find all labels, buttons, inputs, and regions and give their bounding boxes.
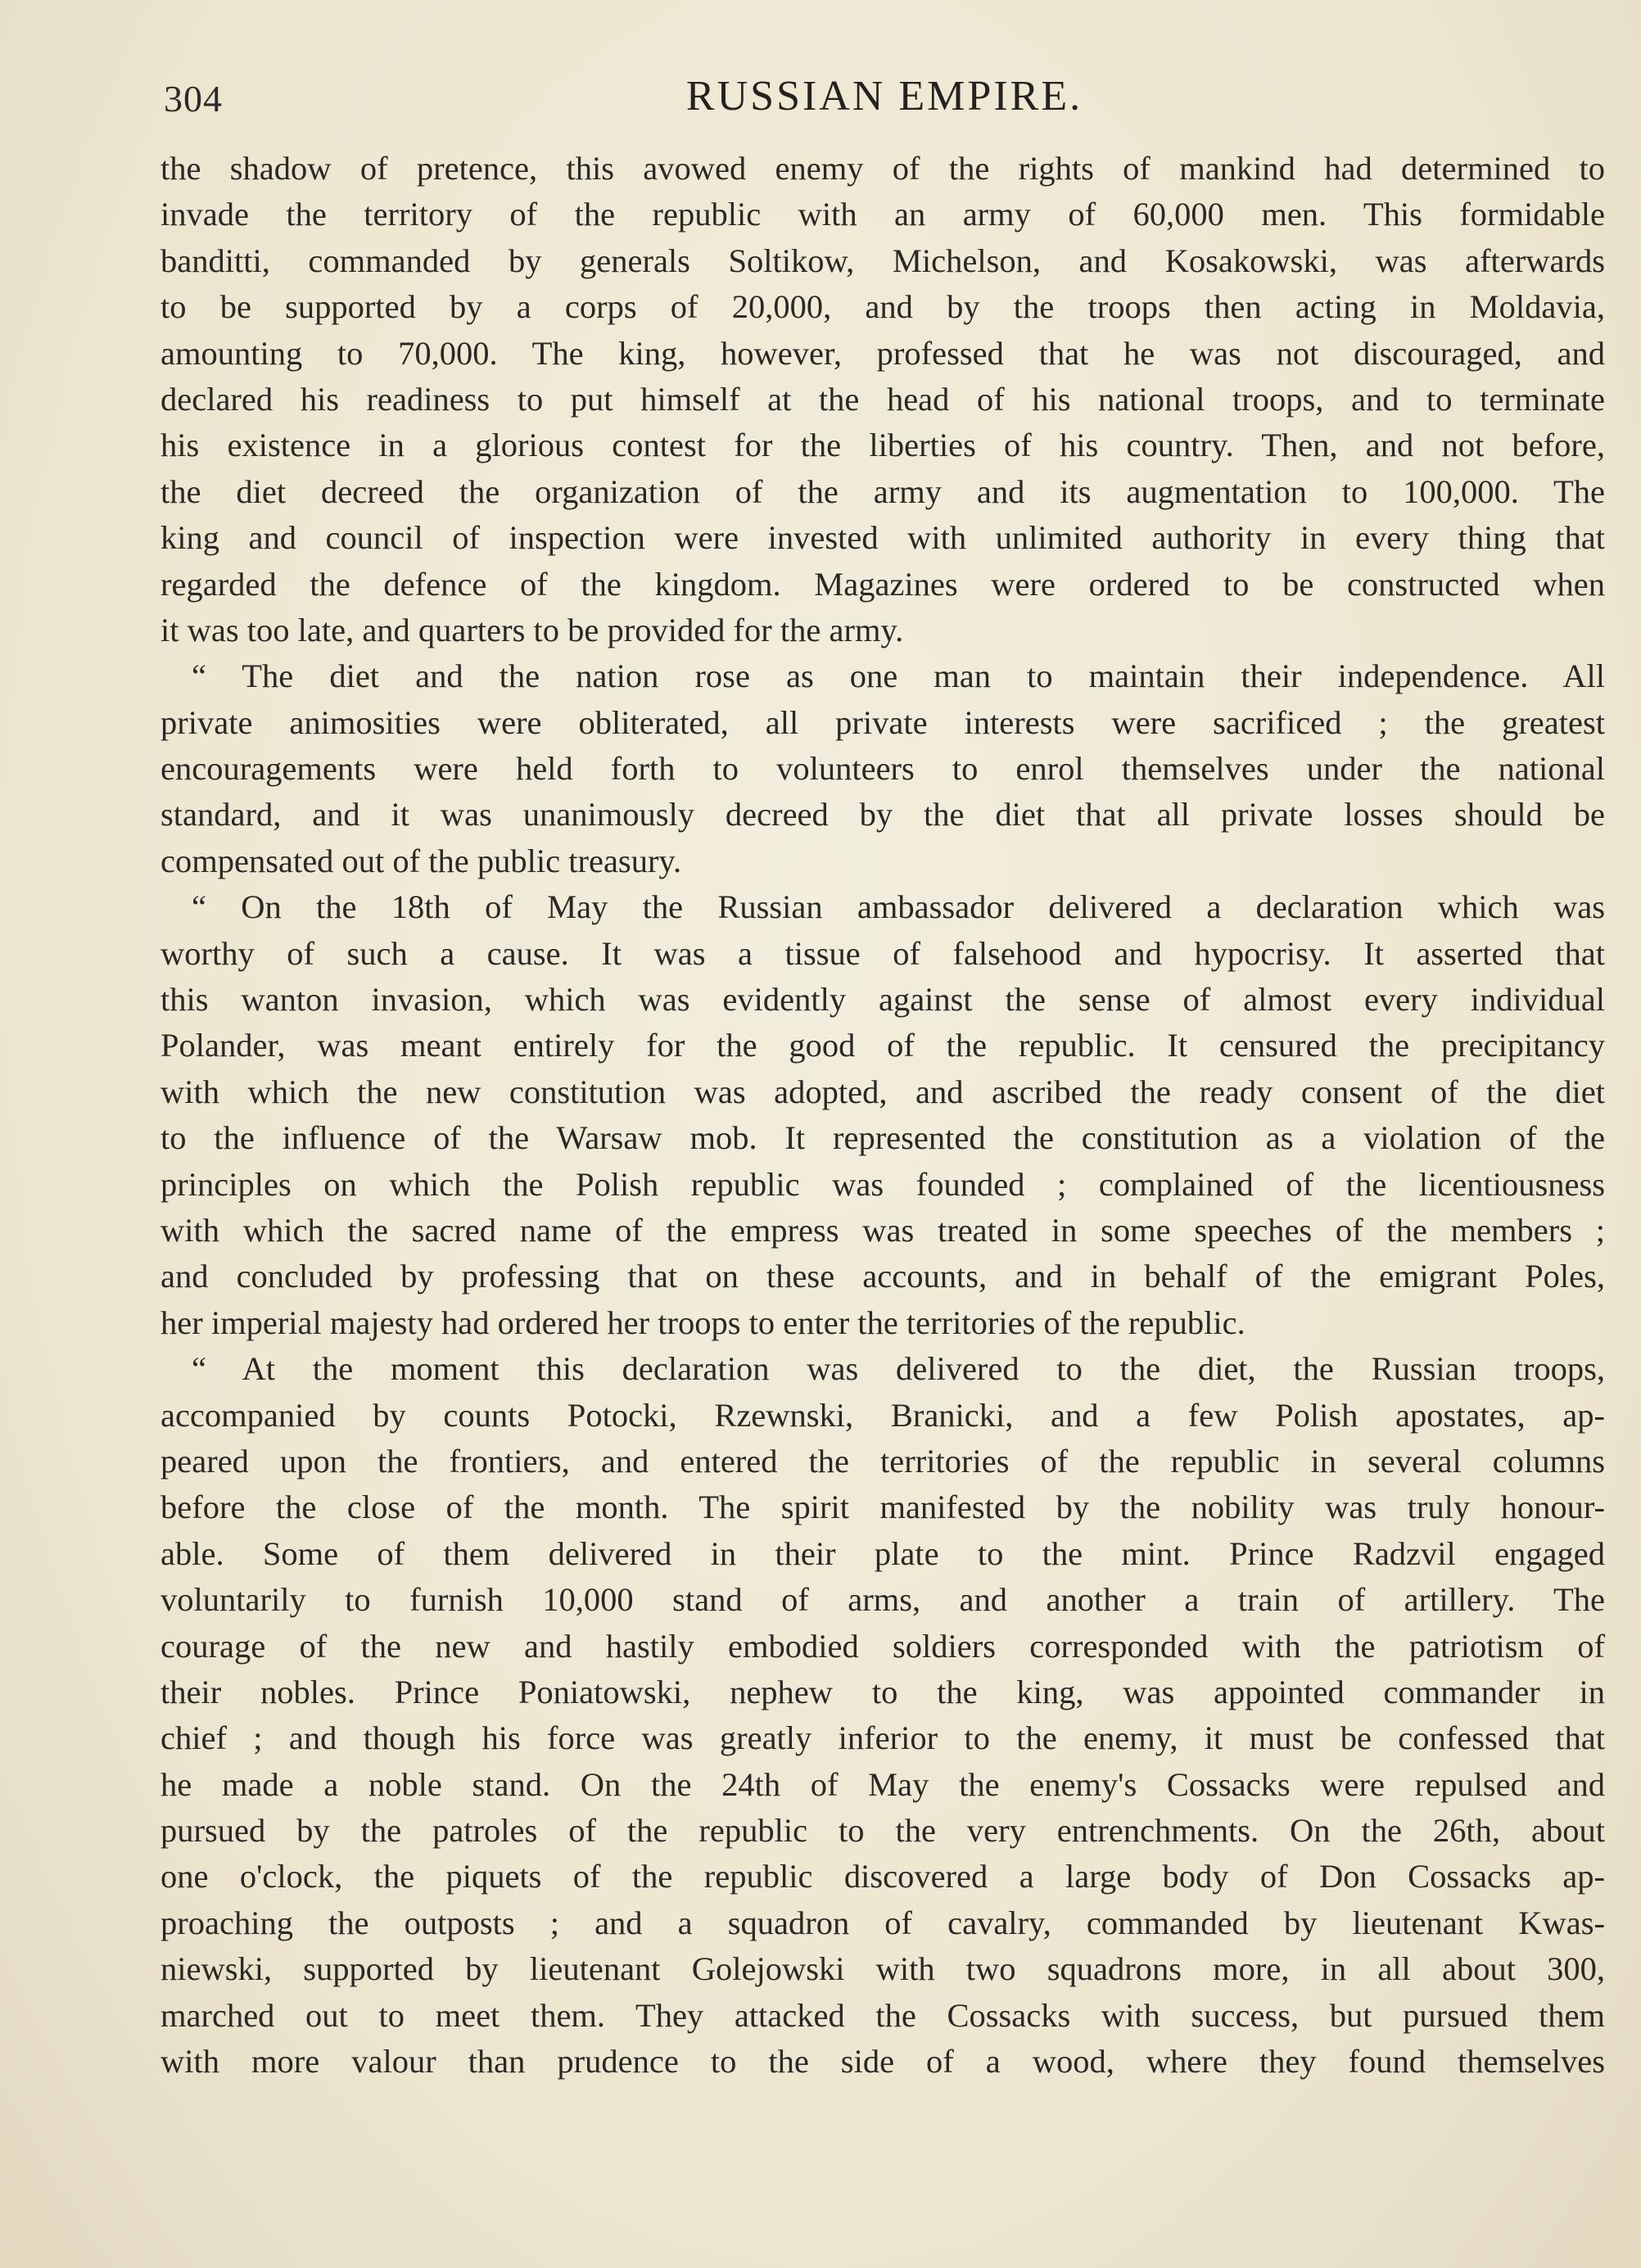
- text-line: amounting to 70,000. The king, however, professed that he was not discouraged, and: [160, 334, 1605, 372]
- body-text: [160, 146, 1605, 2085]
- text-line: accompanied by counts Potocki, Rzewnski, Branicki, and a few Polish apostates, ap-: [160, 1396, 1605, 1434]
- text-line: marched out to meet them. They attacked the Cossacks with success, but pursued them: [160, 1996, 1605, 2034]
- text-line: “ On the 18th of May the Russian ambassador delivered a declaration which was: [192, 888, 1605, 926]
- text-line: the shadow of pretence, this avowed enemy of the rights of mankind had determined to: [160, 150, 1605, 187]
- text-line: their nobles. Prince Poniatowski, nephew to the king, was appointed commander in: [160, 1673, 1605, 1710]
- text-line: king and council of inspection were invested with unlimited authority in every thing that: [160, 519, 1605, 557]
- text-line: principles on which the Polish republic was founded ; complained of the licentiousness: [160, 1165, 1605, 1203]
- text-line: with more valour than prudence to the side of a wood, where they found themselves: [160, 2043, 1605, 2081]
- text-line: pursued by the patroles of the republic to the very entrenchments. On the 26th, about: [160, 1812, 1605, 1850]
- text-line: peared upon the frontiers, and entered the territories of the republic in several columns: [160, 1442, 1605, 1480]
- text-line: chief ; and though his force was greatly inferior to the enemy, it must be confessed that: [160, 1719, 1605, 1757]
- text-line: “ The diet and the nation rose as one man to maintain their independence. All: [192, 657, 1605, 695]
- page-header: [164, 72, 1605, 129]
- text-line: before the close of the month. The spirit manifested by the nobility was truly honour-: [160, 1489, 1605, 1526]
- text-line: with which the sacred name of the empress was treated in some speeches of the members ;: [160, 1211, 1605, 1249]
- text-line: one o'clock, the piquets of the republic discovered a large body of Don Cossacks ap-: [160, 1858, 1605, 1895]
- text-line: compensated out of the public treasury.: [160, 842, 682, 879]
- text-line: proaching the outposts ; and a squadron of cavalry, commanded by lieutenant Kwas-: [160, 1904, 1605, 1941]
- text-line: he made a noble stand. On the 24th of May the enemy's Cossacks were repulsed and: [160, 1765, 1605, 1803]
- text-line: voluntarily to furnish 10,000 stand of arms, and another a train of artillery. The: [160, 1581, 1605, 1619]
- text-line: “ At the moment this declaration was delivered to the diet, the Russian troops,: [192, 1350, 1605, 1388]
- page-number: 304: [164, 78, 223, 120]
- text-line: it was too late, and quarters to be provided for the army.: [160, 611, 904, 648]
- text-line: able. Some of them delivered in their plate to the mint. Prince Radzvil engaged: [160, 1534, 1605, 1572]
- text-line: his existence in a glorious contest for the liberties of his country. Then, and not before,: [160, 427, 1605, 464]
- text-line: Polander, was meant entirely for the good of the republic. It censured the precipitancy: [160, 1027, 1605, 1064]
- text-line: encouragements were held forth to volunteers to enrol themselves under the national: [160, 750, 1605, 788]
- text-line: and concluded by professing that on these accounts, and in behalf of the emigrant Poles,: [160, 1258, 1605, 1295]
- text-line: to be supported by a corps of 20,000, and by the troops then acting in Moldavia,: [160, 288, 1605, 326]
- text-line: regarded the defence of the kingdom. Magazines were ordered to be constructed when: [160, 565, 1605, 603]
- text-line: worthy of such a cause. It was a tissue of falsehood and hypocrisy. It asserted that: [160, 934, 1605, 972]
- text-line: to the influence of the Warsaw mob. It represented the constitution as a violation of the: [160, 1119, 1605, 1157]
- text-line: the diet decreed the organization of the army and its augmentation to 100,000. The: [160, 472, 1605, 510]
- text-line: standard, and it was unanimously decreed by the diet that all private losses should be: [160, 796, 1605, 834]
- running-head: RUSSIAN EMPIRE.: [685, 73, 1083, 120]
- text-line: with which the new constitution was adopted, and ascribed the ready consent of the diet: [160, 1073, 1605, 1110]
- text-line: courage of the new and hastily embodied soldiers corresponded with the patriotism of: [160, 1627, 1605, 1665]
- text-line: niewski, supported by lieutenant Golejowski with two squadrons more, in all about 300,: [160, 1950, 1605, 1988]
- text-line: her imperial majesty had ordered her troops to enter the territories of the republic.: [160, 1303, 1245, 1341]
- text-line: this wanton invasion, which was evidently against the sense of almost every individual: [160, 981, 1605, 1019]
- text-line: invade the territory of the republic with an army of 60,000 men. This formidable: [160, 196, 1605, 233]
- text-line: declared his readiness to put himself at the head of his national troops, and to terminate: [160, 380, 1605, 418]
- text-line: private animosities were obliterated, all private interests were sacrificed ; the greatest: [160, 703, 1605, 741]
- text-line: banditti, commanded by generals Soltikow, Michelson, and Kosakowski, was afterwards: [160, 242, 1605, 279]
